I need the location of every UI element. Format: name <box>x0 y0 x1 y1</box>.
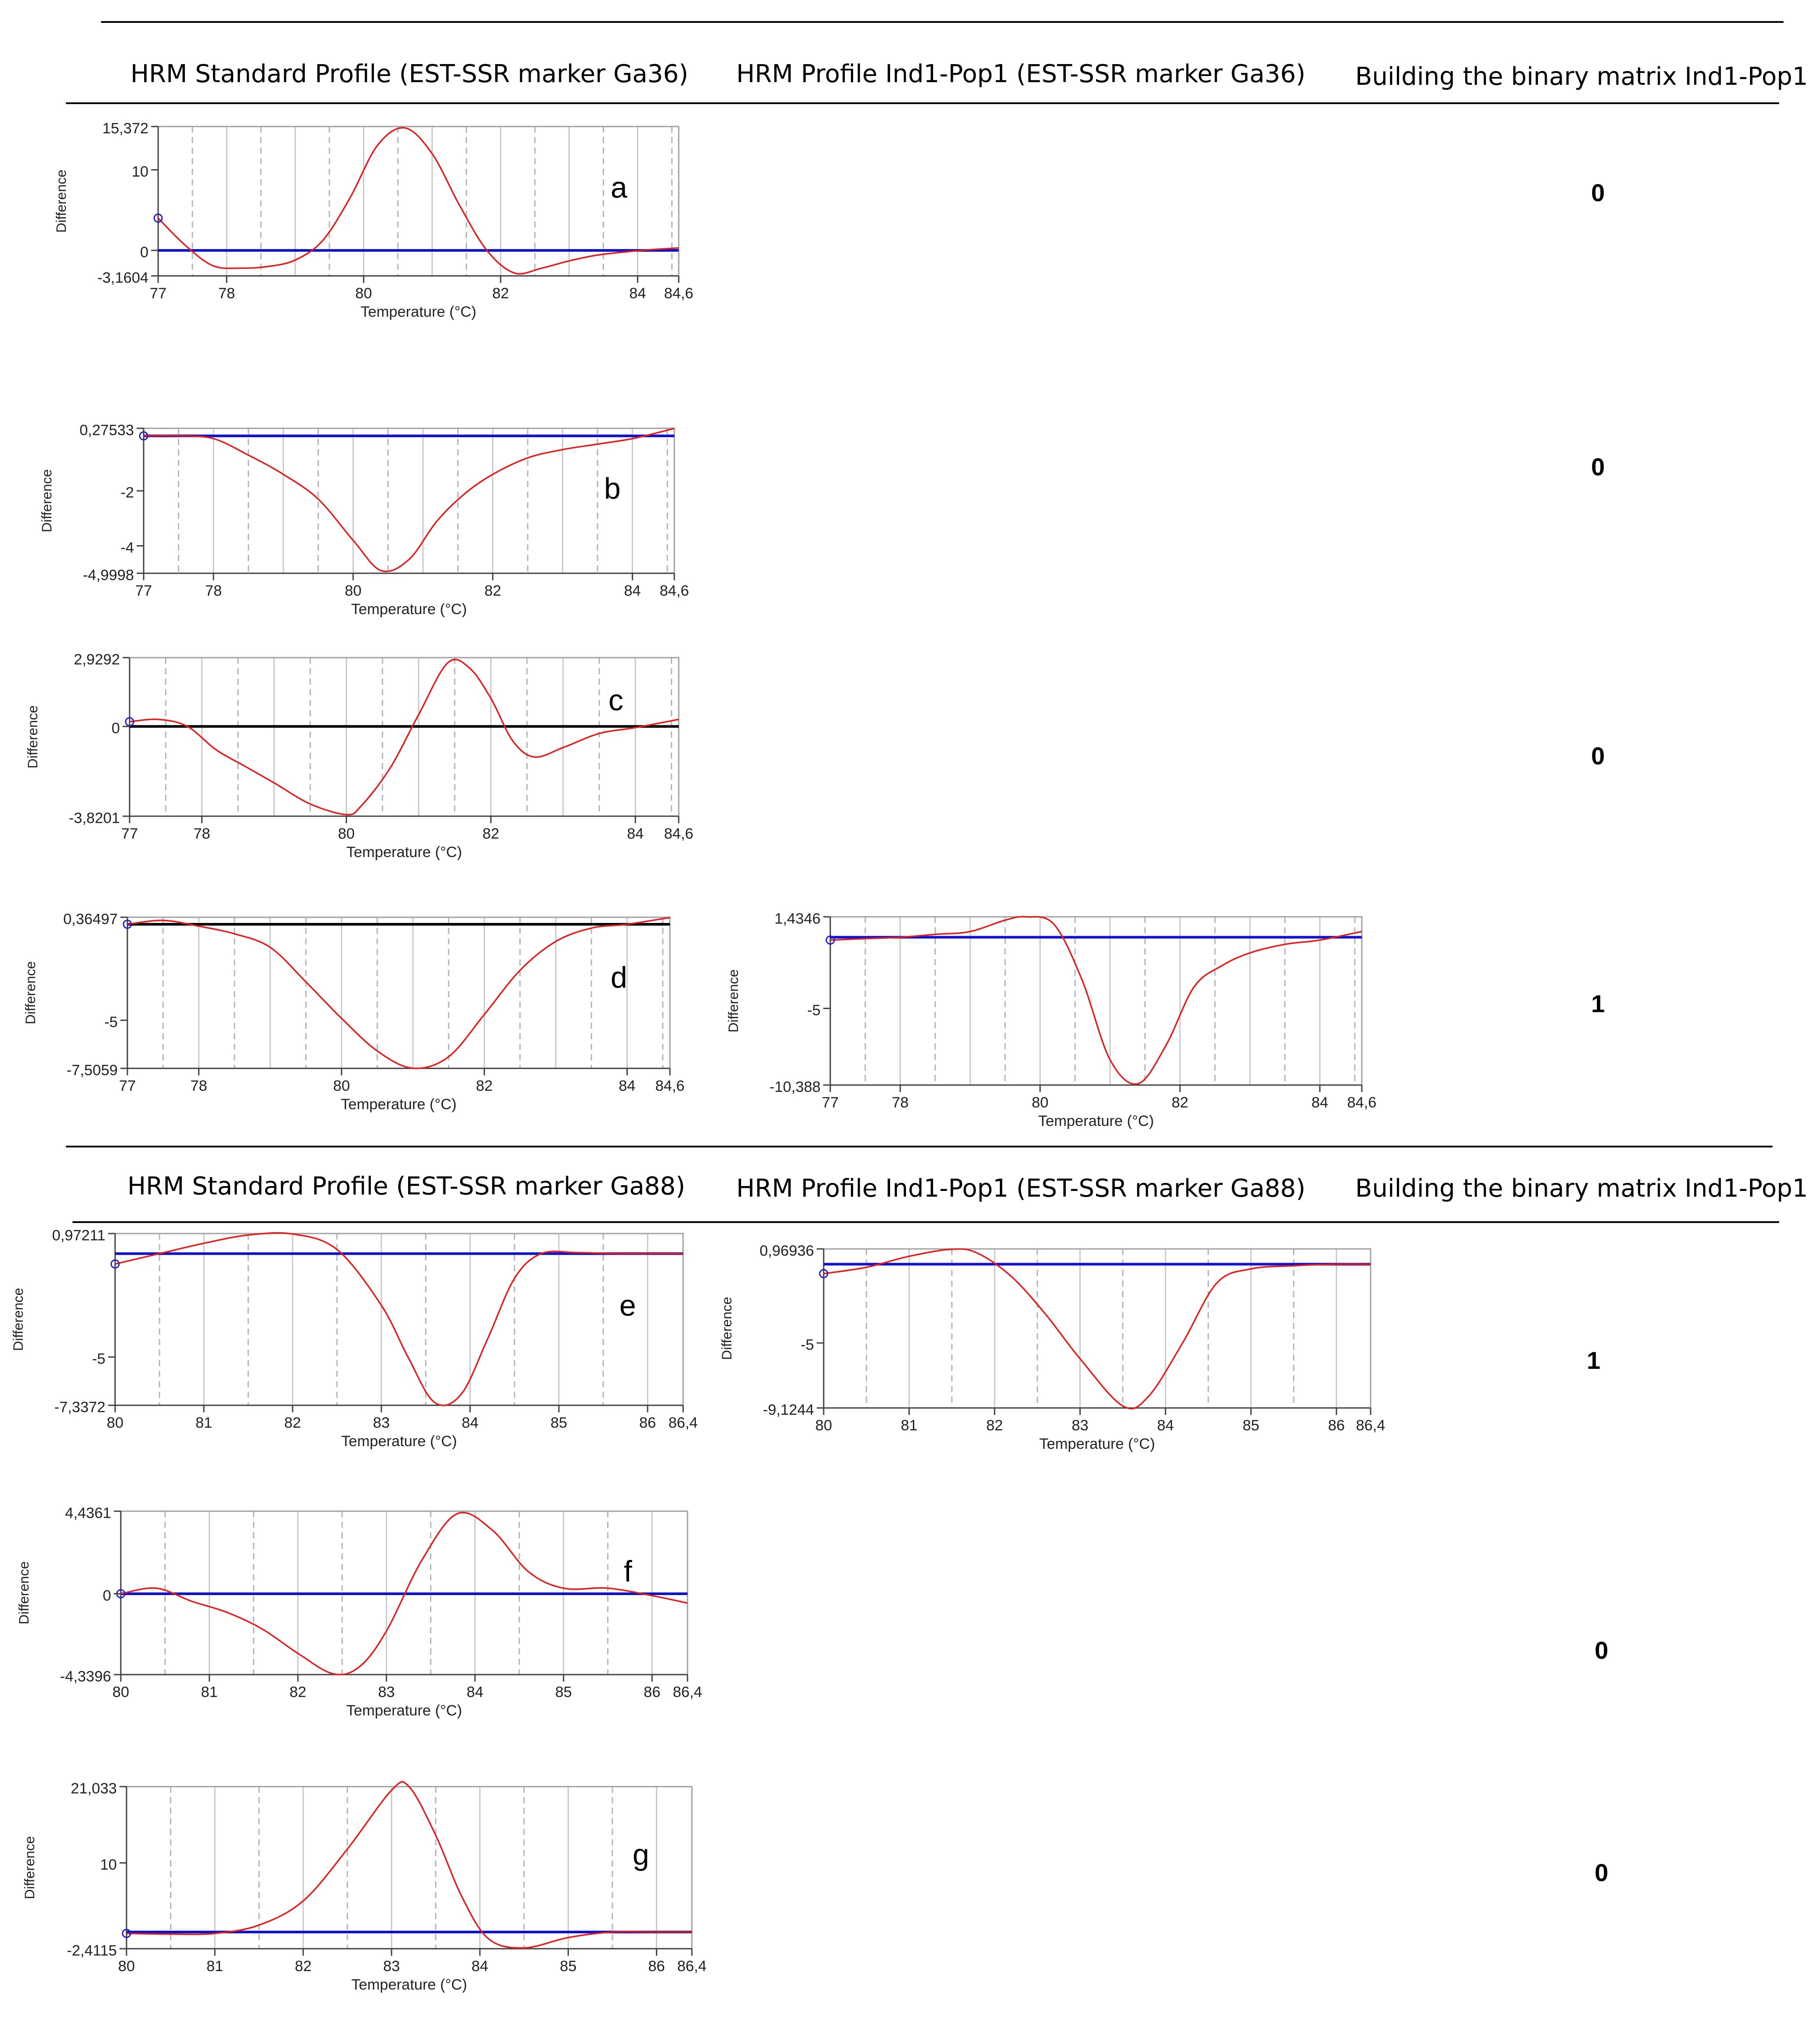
plot-d-profile <box>716 899 1388 1155</box>
x-axis-label: Temperature (°C) <box>1038 1113 1154 1129</box>
x-tick-label: 84 <box>462 1415 479 1432</box>
series-line <box>830 917 1362 1084</box>
binary-value-b: 0 <box>1591 453 1605 481</box>
x-tick-label: 83 <box>378 1684 395 1701</box>
x-axis-label: Temperature (°C) <box>351 1976 467 1993</box>
x-axis-label: Temperature (°C) <box>346 1702 462 1719</box>
y-axis-label: Difference <box>53 170 69 233</box>
x-tick-label: 86 <box>1328 1417 1345 1434</box>
panel-label: b <box>604 472 621 505</box>
plot-b <box>29 411 701 644</box>
panel-label: a <box>611 171 627 204</box>
x-tick-label: 84,6 <box>1347 1094 1377 1111</box>
panel-label: f <box>624 1555 632 1588</box>
x-tick-label: 80 <box>344 583 362 600</box>
x-tick-label: 80 <box>106 1415 124 1432</box>
x-tick-label: 86 <box>648 1958 665 1975</box>
x-tick-label: 84 <box>1311 1094 1328 1111</box>
x-tick-label: 82 <box>492 285 509 302</box>
y-axis-label: Difference <box>725 969 741 1033</box>
panel-label: d <box>611 961 627 994</box>
x-tick-label: 82 <box>484 583 501 600</box>
plot-c <box>15 640 705 886</box>
y-tick-label: 4,4361 <box>65 1505 111 1522</box>
gridlines <box>166 658 671 816</box>
plot-frame <box>830 917 1362 1085</box>
y-tick-label: 21,033 <box>71 1780 117 1797</box>
panel-label: c <box>608 684 623 717</box>
x-tick-label: 86,4 <box>1356 1417 1386 1434</box>
x-tick-label: 84 <box>471 1958 488 1975</box>
x-tick-label: 81 <box>195 1415 213 1432</box>
binary-value-a: 0 <box>1591 179 1605 206</box>
x-tick-label: 82 <box>476 1078 493 1095</box>
gridlines <box>159 1234 648 1405</box>
y-tick-label: -4,9998 <box>83 567 134 584</box>
binary-value-c: 0 <box>1591 742 1605 770</box>
y-tick-label: -7,3372 <box>54 1399 105 1416</box>
x-tick-label: 84,6 <box>655 1078 685 1095</box>
plot-frame <box>824 1249 1371 1408</box>
binary-value-f: 0 <box>1595 1636 1609 1664</box>
plot-frame <box>127 917 670 1068</box>
header-profile-ga88: HRM Profile Ind1-Pop1 (EST-SSR marker Ga88) <box>736 1174 1306 1203</box>
x-tick-label: 82 <box>482 825 499 843</box>
series-line <box>127 1782 692 1948</box>
y-axis-label: Difference <box>25 705 40 769</box>
x-axis-label: Temperature (°C) <box>1039 1436 1155 1452</box>
series-line <box>130 659 679 814</box>
x-tick-label: 77 <box>135 583 152 600</box>
y-tick-label: -2 <box>120 484 134 501</box>
y-tick-label: -10,388 <box>769 1078 821 1096</box>
x-tick-label: 82 <box>986 1417 1003 1434</box>
x-tick-label: 77 <box>149 285 167 302</box>
x-tick-label: 85 <box>550 1415 568 1432</box>
x-tick-label: 81 <box>901 1417 918 1434</box>
y-axis-label: Difference <box>16 1561 32 1625</box>
plot-frame <box>130 658 679 816</box>
x-tick-label: 84,6 <box>664 285 694 302</box>
y-tick-label: -5 <box>800 1336 814 1353</box>
x-tick-label: 85 <box>560 1958 577 1975</box>
x-tick-label: 80 <box>333 1078 350 1095</box>
plot-g <box>12 1769 718 2019</box>
header-standard-ga88: HRM Standard Profile (EST-SSR marker Ga88) <box>127 1172 685 1201</box>
x-tick-label: 85 <box>555 1684 572 1701</box>
y-tick-label: 0,97211 <box>52 1227 105 1244</box>
header-profile-ga36: HRM Profile Ind1-Pop1 (EST-SSR marker Ga36) <box>736 60 1306 88</box>
y-tick-label: -5 <box>104 1013 118 1031</box>
header-binary-ga88: Building the binary matrix Ind1-Pop1 <box>1355 1174 1808 1203</box>
binary-value-d: 1 <box>1591 990 1605 1017</box>
x-axis-label: Temperature (°C) <box>341 1433 457 1450</box>
y-tick-label: 10 <box>100 1856 117 1874</box>
x-axis-label: Temperature (°C) <box>351 601 467 618</box>
top-rule <box>101 21 1784 23</box>
y-tick-label: 0,36497 <box>63 911 118 928</box>
x-tick-label: 81 <box>206 1958 224 1975</box>
y-tick-label: -7,5059 <box>66 1062 118 1079</box>
y-tick-label: 1,4346 <box>774 910 821 927</box>
x-tick-label: 80 <box>112 1684 130 1701</box>
x-tick-label: 84,6 <box>659 583 689 600</box>
y-axis-label: Difference <box>22 961 38 1024</box>
y-tick-label: -5 <box>92 1350 105 1368</box>
x-tick-label: 78 <box>190 1078 207 1095</box>
x-tick-label: 85 <box>1242 1417 1259 1434</box>
y-tick-label: -3,8201 <box>69 810 120 827</box>
series-line <box>144 428 674 572</box>
x-tick-label: 80 <box>338 825 355 843</box>
y-tick-label: -2,4115 <box>67 1942 117 1959</box>
x-axis-label: Temperature (°C) <box>360 304 477 320</box>
x-tick-label: 77 <box>119 1078 136 1095</box>
x-tick-label: 84 <box>629 285 646 302</box>
header-rule-ga36 <box>66 102 1779 104</box>
x-tick-label: 84 <box>619 1078 636 1095</box>
gridlines <box>192 127 672 276</box>
x-tick-label: 80 <box>118 1958 135 1975</box>
gridlines <box>171 1787 657 1949</box>
y-axis-label: Difference <box>22 1836 37 1900</box>
y-tick-label: -4,3396 <box>60 1668 111 1685</box>
y-axis-label: Difference <box>39 469 54 532</box>
x-tick-label: 80 <box>355 285 372 302</box>
gridlines <box>178 428 667 573</box>
x-tick-label: 78 <box>193 825 210 843</box>
x-tick-label: 82 <box>295 1958 312 1975</box>
x-tick-label: 86 <box>644 1684 661 1701</box>
y-tick-label: 0 <box>111 720 120 737</box>
x-tick-label: 84 <box>627 825 644 843</box>
plot-f <box>7 1494 714 1745</box>
y-axis-label: Difference <box>10 1288 26 1351</box>
plot-frame <box>158 127 679 276</box>
x-tick-label: 86 <box>639 1415 656 1432</box>
x-tick-label: 81 <box>201 1684 218 1701</box>
header-binary-ga36: Building the binary matrix Ind1-Pop1 <box>1355 62 1808 91</box>
x-tick-label: 80 <box>1031 1094 1049 1111</box>
x-tick-label: 83 <box>383 1958 400 1975</box>
x-tick-label: 78 <box>218 285 235 302</box>
plot-d <box>13 900 696 1139</box>
binary-value-g: 0 <box>1595 1859 1609 1886</box>
y-axis-label: Difference <box>719 1297 735 1360</box>
plot-frame <box>144 428 674 573</box>
series-line <box>115 1233 683 1405</box>
x-tick-label: 80 <box>815 1417 832 1434</box>
binary-value-e: 1 <box>1587 1346 1601 1374</box>
y-tick-label: 15,372 <box>102 120 148 137</box>
plot-e <box>1 1216 709 1476</box>
y-tick-label: -9,1244 <box>763 1401 814 1418</box>
x-tick-label: 83 <box>1071 1417 1089 1434</box>
panel-label: e <box>619 1289 636 1322</box>
x-tick-label: 86,4 <box>668 1415 698 1432</box>
x-tick-label: 78 <box>892 1094 909 1111</box>
panel-label: g <box>633 1838 649 1871</box>
x-tick-label: 77 <box>821 1094 839 1111</box>
header-standard-ga36: HRM Standard Profile (EST-SSR marker Ga36) <box>130 60 688 88</box>
plot-frame <box>115 1234 683 1405</box>
x-tick-label: 82 <box>1171 1094 1189 1111</box>
x-tick-label: 84,6 <box>664 825 694 843</box>
y-tick-label: 0,96936 <box>759 1242 814 1259</box>
x-tick-label: 84 <box>1157 1417 1174 1434</box>
series-line <box>824 1249 1371 1409</box>
y-tick-label: 10 <box>131 163 148 180</box>
y-tick-label: 0,27533 <box>79 422 134 439</box>
x-tick-label: 84 <box>624 583 641 600</box>
y-tick-label: 0 <box>102 1587 111 1604</box>
x-axis-label: Temperature (°C) <box>346 844 462 861</box>
x-tick-label: 84 <box>467 1684 484 1701</box>
x-tick-label: 86,4 <box>677 1958 707 1975</box>
plot-frame <box>127 1787 692 1949</box>
series-line <box>158 128 679 274</box>
y-tick-label: 0 <box>140 244 148 261</box>
x-tick-label: 78 <box>205 583 222 600</box>
y-tick-label: 2,9292 <box>74 651 120 668</box>
y-tick-label: -5 <box>807 1002 821 1019</box>
x-tick-label: 86,4 <box>673 1684 702 1701</box>
plot-a <box>44 109 705 346</box>
series-line <box>127 918 670 1068</box>
plot-e-profile <box>709 1231 1397 1478</box>
x-tick-label: 83 <box>373 1415 390 1432</box>
gridlines <box>163 917 663 1068</box>
x-axis-label: Temperature (°C) <box>340 1096 457 1113</box>
x-tick-label: 82 <box>284 1415 301 1432</box>
x-tick-label: 77 <box>121 825 138 843</box>
x-tick-label: 82 <box>289 1684 307 1701</box>
y-tick-label: -3,1604 <box>97 269 148 286</box>
y-tick-label: -4 <box>120 539 134 556</box>
